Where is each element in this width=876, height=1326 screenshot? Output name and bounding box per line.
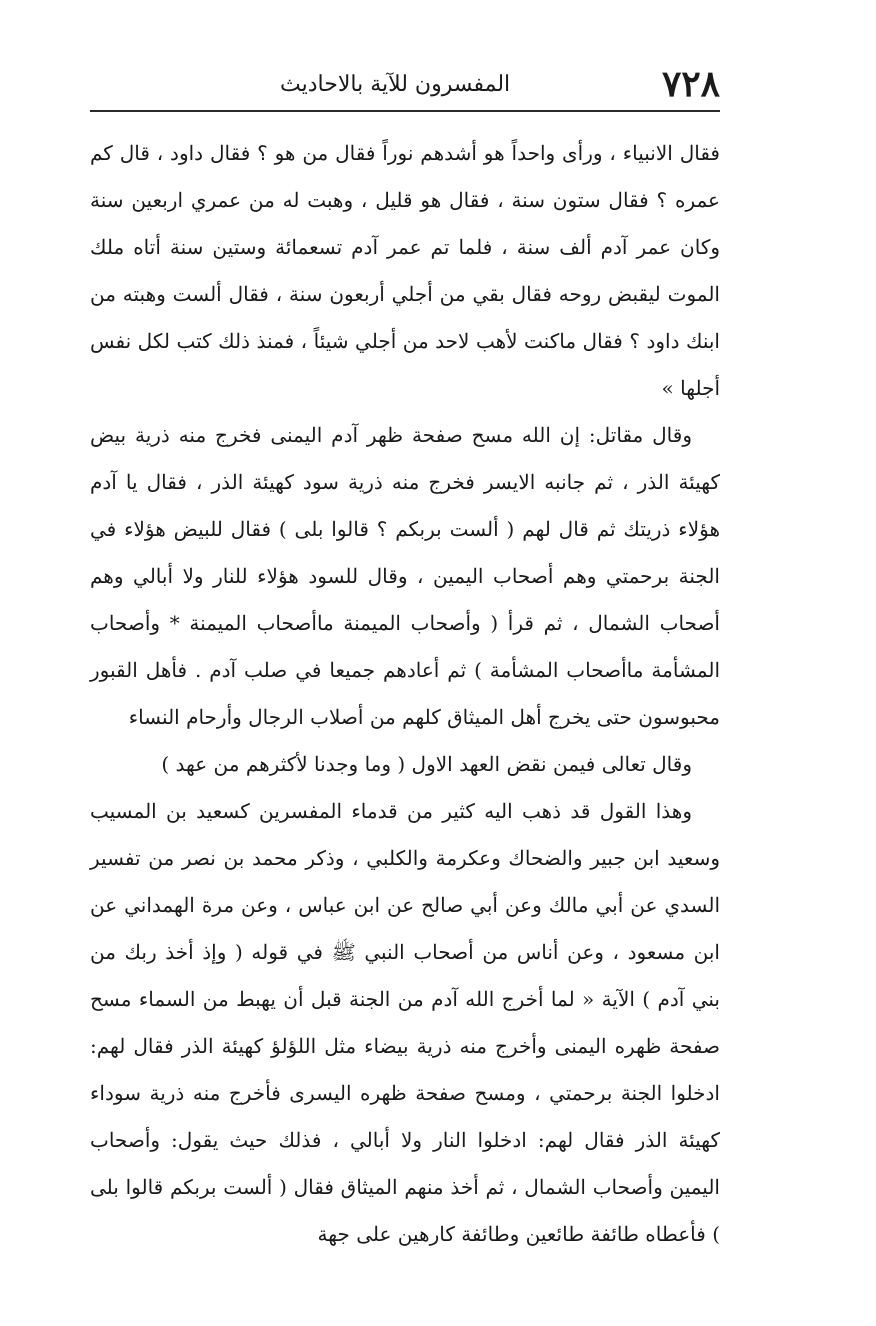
header-rule <box>90 110 720 112</box>
page-header <box>90 60 720 112</box>
running-title: المفسرون للآية بالاحاديث <box>280 72 511 97</box>
paragraph-continuation: فقال الانبياء ، ورأى واحداً هو أشدهم نوراً فقال من هو ؟ فقال داود ، قال كم عمره ؟ فقال ستون سنة ، فقال هو قليل ، وهبت له من عمري اربعين سنة وكان عمر آدم ألف سنة ، فلما تم عمر آدم تسعمائة وستين سنة أتاه ملك الموت ليقبض روحه فقال بقي من أجلي أربعون سنة ، فقال ألست وهبته من ابنك داود ؟ فقال ماكنت لأهب لاحد من أجلي شيئاً ، فمنذ ذلك كتب لكل نفس أجلها » <box>90 141 720 400</box>
page-number: ٧٢٨ <box>661 63 720 105</box>
paragraph-quran-verse: وقال تعالى فيمن نقض العهد الاول ( وما وجدنا لأكثرهم من عهد ) <box>161 752 692 776</box>
paragraph-commentators: وهذا القول قد ذهب اليه كثير من قدماء المفسرين كسعيد بن المسيب وسعيد ابن جبير والضحاك وعكرمة والكلبي ، وذكر محمد بن نصر من تفسير السدي عن أبي مالك وعن أبي صالح عن ابن عباس ، وعن مرة الهمداني عن ابن مسعود ، وعن أناس من أصحاب النبي ﷺ في قوله ( وإذ أخذ ربك من بني آدم ) الآية « لما أخرج الله آدم من الجنة قبل أن يهبط من السماء مسح صفحة ظهره اليمنى وأخرج منه ذرية بيضاء مثل اللؤلؤ كهيئة الذر فقال لهم: ادخلوا الجنة برحمتي ، ومسح صفحة ظهره اليسرى فأخرج منه ذرية سوداء كهيئة الذر فقال لهم: ادخلوا النار ولا أبالي ، فذلك حيث يقول: وأصحاب اليمين وأصحاب الشمال ، ثم أخذ منهم الميثاق فقال ( ألست بربكم قالوا بلى ) فأعطاه طائفة طائعين وطائفة كارهين على جهة <box>90 799 720 1246</box>
paragraph-muqatil: وقال مقاتل: إن الله مسح صفحة ظهر آدم اليمنى فخرج منه ذرية بيض كهيئة الذر ، ثم جانبه الايسر فخرج منه ذرية سود كهيئة الذر ، فقال يا آدم هؤلاء ذريتك ثم قال لهم ( ألست بربكم ؟ قالوا بلى ) فقال للبيض هؤلاء في الجنة برحمتي وهم أصحاب اليمين ، وقال للسود هؤلاء للنار ولا أبالي وهم أصحاب الشمال ، ثم قرأ ( وأصحاب الميمنة ماأصحاب الميمنة * وأصحاب المشأمة ماأصحاب المشأمة ) ثم أعادهم جميعا في صلب آدم . فأهل القبور محبوسون حتى يخرج أهل الميثاق كلهم من أصلاب الرجال وأرحام النساء <box>90 423 720 729</box>
body-text <box>90 130 720 1258</box>
